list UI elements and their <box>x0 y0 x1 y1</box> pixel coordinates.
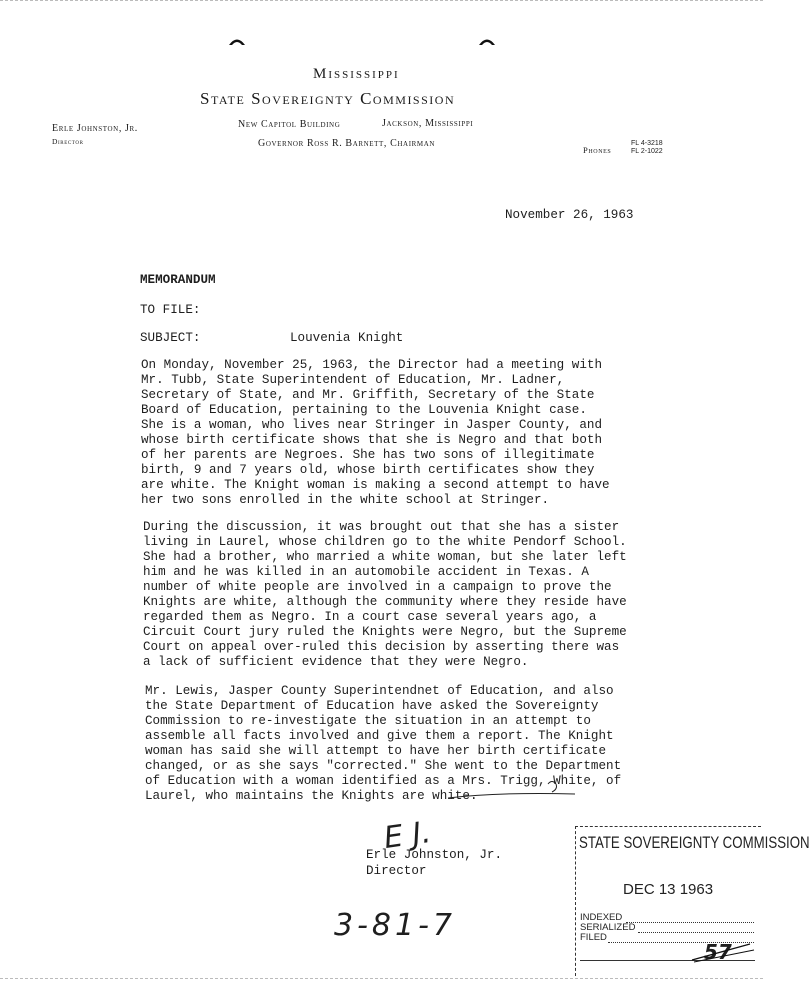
signature-initials: E J. <box>381 814 434 857</box>
paragraph-line: a lack of sufficient evidence that they were Negro. <box>143 655 529 669</box>
memo-date: November 26, 1963 <box>505 208 634 222</box>
subject-value: Louvenia Knight <box>290 331 404 345</box>
memo-heading: MEMORANDUM <box>140 273 216 287</box>
signer-title: Director <box>366 864 427 878</box>
stamp-border-top <box>575 826 761 828</box>
phone-numbers <box>631 140 663 156</box>
letterhead-commission: State Sovereignty Commission <box>200 89 456 108</box>
paragraph-line: She had a brother, who married a white woman, but she later left <box>143 550 627 564</box>
paragraph-line: changed, or as she says "corrected." She went to the Department <box>145 759 622 773</box>
stamp-date: DEC 13 1963 <box>623 881 714 898</box>
letterhead-building: New Capitol Building <box>238 119 341 130</box>
memo-paragraph-2 <box>143 520 627 670</box>
phones-label: Phones <box>583 145 612 155</box>
stamp-line-indexed <box>626 922 754 923</box>
scan-edge-top <box>0 0 763 2</box>
paragraph-line: Circuit Court jury ruled the Knights were Negro, but the Supreme <box>143 625 627 639</box>
stamp-indexed: INDEXED <box>580 912 623 923</box>
paragraph-line: Knights are white, although the community where they reside have <box>143 595 627 609</box>
paragraph-line: assemble all facts involved and give them a report. The Knight <box>145 729 614 743</box>
paragraph-line: Board of Education, pertaining to the Louvenia Knight case. <box>141 403 587 417</box>
paragraph-line: Mr. Lewis, Jasper County Superintendnet of Education, and also <box>145 684 614 698</box>
memo-paragraph-1 <box>141 358 610 508</box>
paragraph-line: Secretary of State, and Mr. Griffith, Secretary of the State <box>141 388 595 402</box>
paragraph-line: On Monday, November 25, 1963, the Director had a meeting with <box>141 358 603 372</box>
paragraph-line: the State Department of Education have asked the Sovereignty <box>145 699 599 713</box>
paragraph-line: Court on appeal over-ruled this decision by asserting there was <box>143 640 620 654</box>
paragraph-line: regarded them as Negro. In a court case several years ago, a <box>143 610 597 624</box>
paragraph-line: of Education with a woman identified as a Mrs. Trigg, White, of <box>145 774 622 788</box>
letterhead-city: Jackson, Mississippi <box>382 118 474 129</box>
signer-name: Erle Johnston, Jr. <box>366 848 503 862</box>
subject-label: SUBJECT: <box>140 331 201 345</box>
paragraph-line: During the discussion, it was brought out that she has a sister <box>143 520 620 534</box>
paragraph-line: are white. The Knight woman is making a second attempt to have <box>141 478 610 492</box>
paragraph-line: Laurel, who maintains the Knights are white. <box>145 789 478 803</box>
paragraph-line: whose birth certificate shows that she is Negro and that both <box>141 433 603 447</box>
stamp-scribble <box>690 940 756 964</box>
stamp-title: STATE SOVEREIGNTY COMMISSION <box>579 833 810 852</box>
phone-2: FL 2-1022 <box>631 148 663 155</box>
paragraph-line: She is a woman, who lives near Stringer in Jasper County, and <box>141 418 603 432</box>
paragraph-line: birth, 9 and 7 years old, whose birth certificates show they <box>141 463 595 477</box>
punch-hole-right <box>478 36 496 46</box>
paragraph-line: Mr. Tubb, State Superintendent of Education, Mr. Ladner, <box>141 373 565 387</box>
stamp-filed: FILED <box>580 932 607 943</box>
paragraph-line: Commission to re-investigate the situation in an attempt to <box>145 714 591 728</box>
letterhead-governor: Governor Ross R. Barnett, Chairman <box>258 138 436 149</box>
stamp-initials: 57 <box>704 940 732 964</box>
paragraph-line: of her parents are Negroes. She has two sons of illegitimate <box>141 448 595 462</box>
punch-hole-left <box>228 36 246 46</box>
letterhead-state: Mississippi <box>313 66 400 82</box>
paragraph-line: number of white people are involved in a campaign to prove the <box>143 580 612 594</box>
to-label: TO FILE: <box>140 303 201 317</box>
stamp-border-left <box>575 826 577 976</box>
stamp-serialized: SERIALIZED <box>580 922 636 933</box>
file-number: 3-81-7 <box>334 908 456 943</box>
stamp-line-serialized <box>638 932 754 933</box>
handwritten-underline <box>440 780 580 802</box>
scan-edge-bottom <box>0 978 763 980</box>
director-name: Erle Johnston, Jr. <box>52 123 138 134</box>
director-title: Director <box>52 137 84 146</box>
paragraph-line: her two sons enrolled in the white school at Stringer. <box>141 493 550 507</box>
paragraph-line: living in Laurel, whose children go to the white Pendorf School. <box>143 535 627 549</box>
phone-1: FL 4-3218 <box>631 140 663 147</box>
paragraph-line: woman has said she will attempt to have her birth certificate <box>145 744 607 758</box>
paragraph-line: him and he was killed in an automobile accident in Texas. A <box>143 565 589 579</box>
